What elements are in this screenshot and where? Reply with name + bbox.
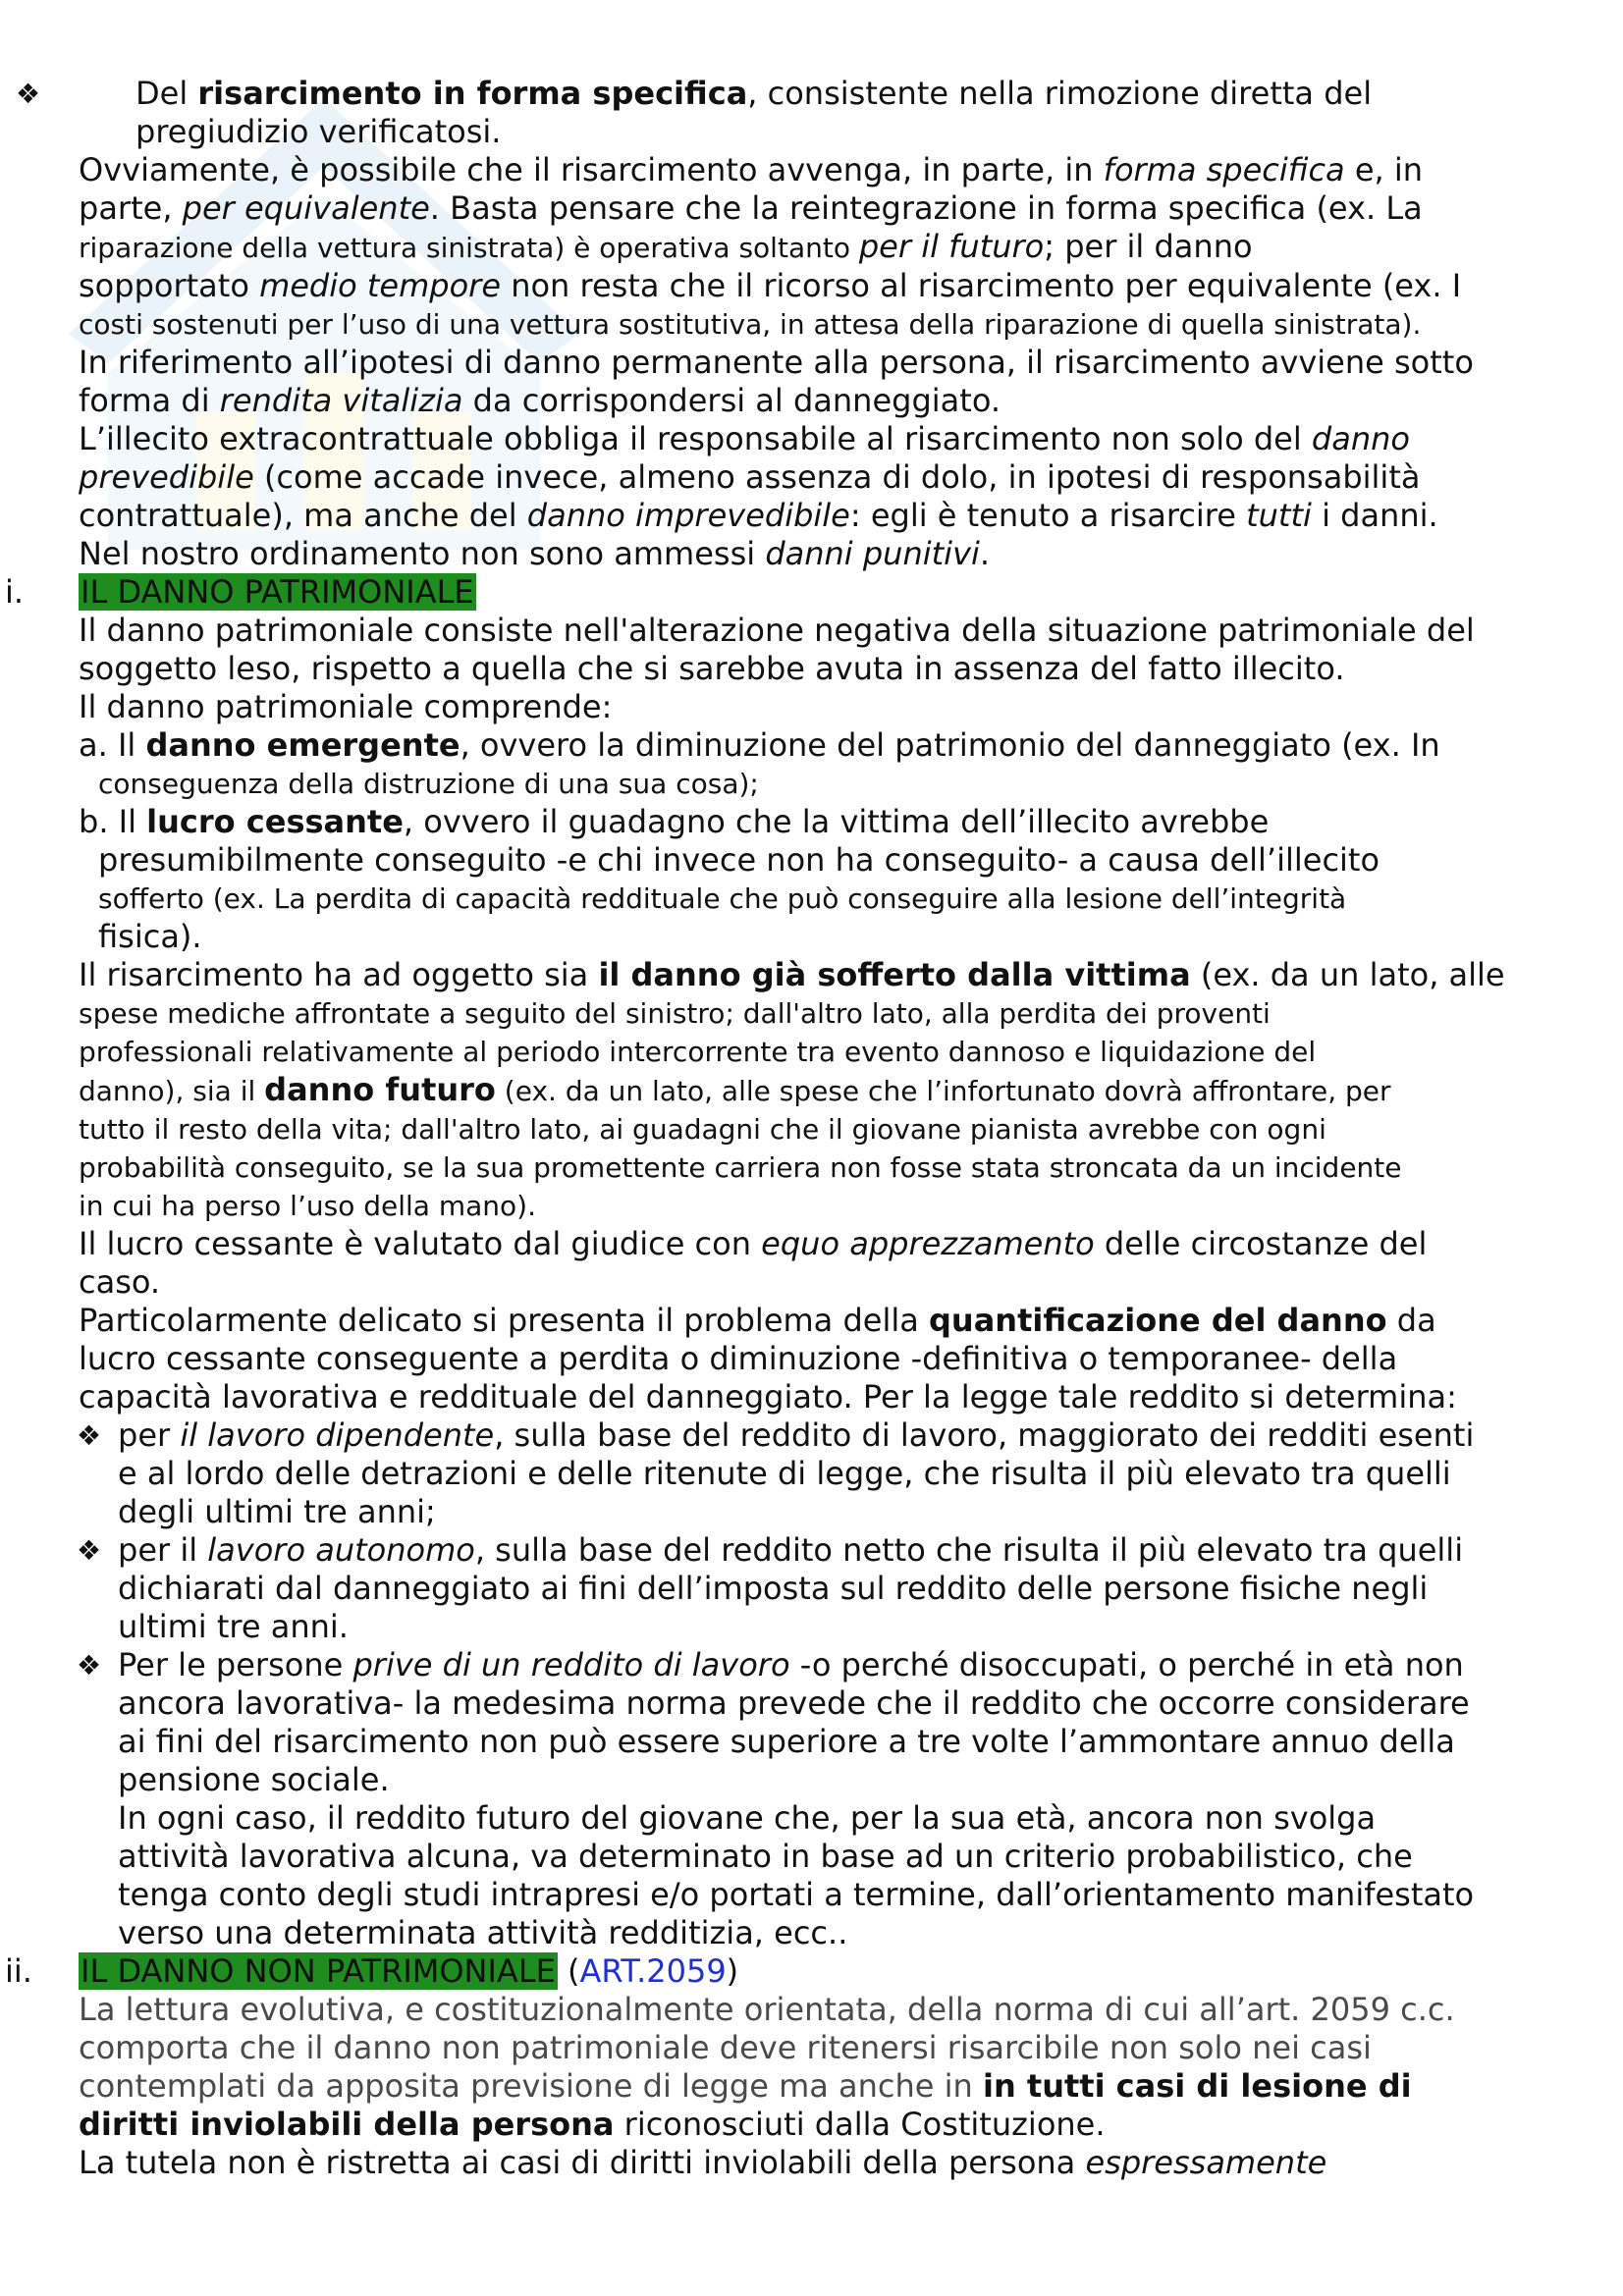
diamond-bullet-icon: ❖ bbox=[77, 1419, 102, 1452]
section-number: ii. bbox=[5, 1952, 32, 1990]
text-line: costi sostenuti per l’uso di una vettura sostitutiva, in attesa della riparazione di quella sinistrata). bbox=[79, 308, 1422, 341]
text-line: contrattuale), ma anche del danno imprevedibile: egli è tenuto a risarcire tutti i danni. bbox=[79, 497, 1438, 534]
text-line: dichiarati dal danneggiato ai fini dell’imposta sul reddito delle persone fisiche negli bbox=[118, 1570, 1429, 1607]
text-line: ancora lavorativa- la medesima norma prevede che il reddito che occorre considerare bbox=[118, 1684, 1470, 1722]
text-line: La tutela non è ristretta ai casi di diritti inviolabili della persona espressamente bbox=[79, 2144, 1327, 2181]
text-line: L’illecito extracontrattuale obbliga il responsabile al risarcimento non solo del danno bbox=[79, 420, 1410, 457]
text-line: capacità lavorativa e reddituale del danneggiato. Per la legge tale reddito si determina: bbox=[79, 1378, 1457, 1415]
text-line: pregiudizio verificatosi. bbox=[135, 113, 502, 150]
text-line: Il danno patrimoniale consiste nell'alterazione negativa della situazione patrimoniale del bbox=[79, 612, 1475, 649]
text-line: Particolarmente delicato si presenta il problema della quantificazione del danno da bbox=[79, 1302, 1436, 1339]
text-line: sopportato medio tempore non resta che il ricorso al risarcimento per equivalente (ex. I bbox=[79, 267, 1462, 304]
text-line: La lettura evolutiva, e costituzionalmente orientata, della norma di cui all’art. 2059 c.c. bbox=[79, 1991, 1455, 2028]
section-number: i. bbox=[5, 573, 25, 611]
text-line: ai fini del risarcimento non può essere superiore a tre volte l’ammontare annuo della bbox=[118, 1723, 1455, 1760]
document-page bbox=[5, 75, 1571, 2182]
text-line: pensione sociale. bbox=[118, 1761, 390, 1798]
text-line: degli ultimi tre anni; bbox=[118, 1493, 436, 1530]
text-line: diritti inviolabili della persona riconosciuti dalla Costituzione. bbox=[79, 2106, 1106, 2143]
section-heading bbox=[5, 573, 1571, 612]
text-line: In riferimento all’ipotesi di danno permanente alla persona, il risarcimento avviene sotto bbox=[79, 344, 1474, 381]
text-line: Ovviamente, è possibile che il risarcimento avvenga, in parte, in forma specifica e, in bbox=[79, 151, 1424, 188]
section-title-highlight: IL DANNO NON PATRIMONIALE bbox=[81, 1952, 556, 1990]
text-line: tutto il resto della vita; dall'altro lato, ai guadagni che il giovane pianista avrebbe con ogni bbox=[79, 1113, 1326, 1146]
text-line: e al lordo delle detrazioni e delle ritenute di legge, che risulta il più elevato tra quelli bbox=[118, 1455, 1451, 1492]
text-line: verso una determinata attività redditizia, ecc.. bbox=[118, 1914, 848, 1951]
text-line: Nel nostro ordinamento non sono ammessi danni punitivi. bbox=[79, 535, 991, 572]
text-line: professionali relativamente al periodo intercorrente tra evento dannoso e liquidazione del bbox=[79, 1036, 1317, 1068]
text-line: lucro cessante conseguente a perdita o diminuzione -definitiva o temporanee- della bbox=[79, 1340, 1398, 1377]
bullet-item: ❖ per il lavoro autonomo, sulla base del reddito netto che risulta il più elevato tra quelli bbox=[77, 1531, 1464, 1569]
section-heading: ii. IL DANNO NON PATRIMONIALE (ART.2059) bbox=[5, 1952, 739, 1990]
bullet-item: ❖ Del risarcimento in forma specifica, consistente nella rimozione diretta del bbox=[16, 75, 1373, 112]
text-line: spese mediche affrontate a seguito del sinistro; dall'altro lato, alla perdita dei proventi bbox=[79, 997, 1271, 1030]
text-line: In ogni caso, il reddito futuro del giovane che, per la sua età, ancora non svolga bbox=[118, 1799, 1377, 1837]
text-line: Il lucro cessante è valutato dal giudice con equo apprezzamento delle circostanze del bbox=[79, 1225, 1428, 1262]
diamond-bullet-icon: ❖ bbox=[77, 1534, 102, 1567]
text-line: parte, per equivalente. Basta pensare che la reintegrazione in forma specifica (ex. La bbox=[79, 189, 1423, 227]
text-line: riparazione della vettura sinistrata) è operativa soltanto per il futuro; per il danno bbox=[79, 228, 1253, 265]
text-line: Il risarcimento ha ad oggetto sia il danno già sofferto dalla vittima (ex. da un lato, alle bbox=[79, 956, 1505, 993]
text-line: prevedibile (come accade invece, almeno assenza di dolo, in ipotesi di responsabilità bbox=[79, 458, 1421, 496]
text-line: Il danno patrimoniale comprende: bbox=[79, 688, 613, 725]
bullet-item: ❖ per il lavoro dipendente, sulla base del reddito di lavoro, maggiorato dei redditi esenti bbox=[77, 1416, 1475, 1454]
section-title-highlight: IL DANNO PATRIMONIALE bbox=[81, 573, 474, 611]
text-line: comporta che il danno non patrimoniale deve ritenersi risarcibile non solo nei casi bbox=[79, 2029, 1372, 2066]
diamond-bullet-icon: ❖ bbox=[16, 78, 41, 110]
text-line: conseguenza della distruzione di una sua cosa); bbox=[98, 768, 759, 800]
article-reference-link[interactable]: ART.2059 bbox=[579, 1952, 727, 1990]
text-line: in cui ha perso l’uso della mano). bbox=[79, 1190, 536, 1222]
text-line: ultimi tre anni. bbox=[118, 1608, 349, 1645]
text-line: fisica). bbox=[98, 918, 202, 955]
bullet-item: ❖ Per le persone prive di un reddito di lavoro -o perché disoccupati, o perché in età non bbox=[77, 1646, 1464, 1683]
text-line: sofferto (ex. La perdita di capacità reddituale che può conseguire alla lesione dell’integrità bbox=[98, 882, 1347, 915]
list-item: a. Il danno emergente, ovvero la diminuzione del patrimonio del danneggiato (ex. In bbox=[79, 726, 1440, 764]
list-item: b. Il lucro cessante, ovvero il guadagno che la vittima dell’illecito avrebbe bbox=[79, 803, 1270, 840]
text-line: tenga conto degli studi intrapresi e/o portati a termine, dall’orientamento manifestato bbox=[118, 1876, 1475, 1913]
diamond-bullet-icon: ❖ bbox=[77, 1649, 102, 1682]
text-line: danno), sia il danno futuro (ex. da un lato, alle spese che l’infortunato dovrà affrontare, per bbox=[79, 1071, 1391, 1108]
text-line: probabilità conseguito, se la sua promettente carriera non fosse stata stroncata da un incidente bbox=[79, 1151, 1402, 1184]
text-line: attività lavorativa alcuna, va determinato in base ad un criterio probabilistico, che bbox=[118, 1838, 1413, 1875]
text-line: soggetto leso, rispetto a quella che si sarebbe avuta in assenza del fatto illecito. bbox=[79, 650, 1345, 687]
text-line: presumibilmente conseguito -e chi invece non ha conseguito- a causa dell’illecito bbox=[98, 841, 1380, 879]
text-line: forma di rendita vitalizia da corrispondersi al danneggiato. bbox=[79, 382, 1001, 419]
text-line: contemplati da apposita previsione di legge ma anche in in tutti casi di lesione di bbox=[79, 2067, 1412, 2105]
text-line: caso. bbox=[79, 1263, 161, 1301]
